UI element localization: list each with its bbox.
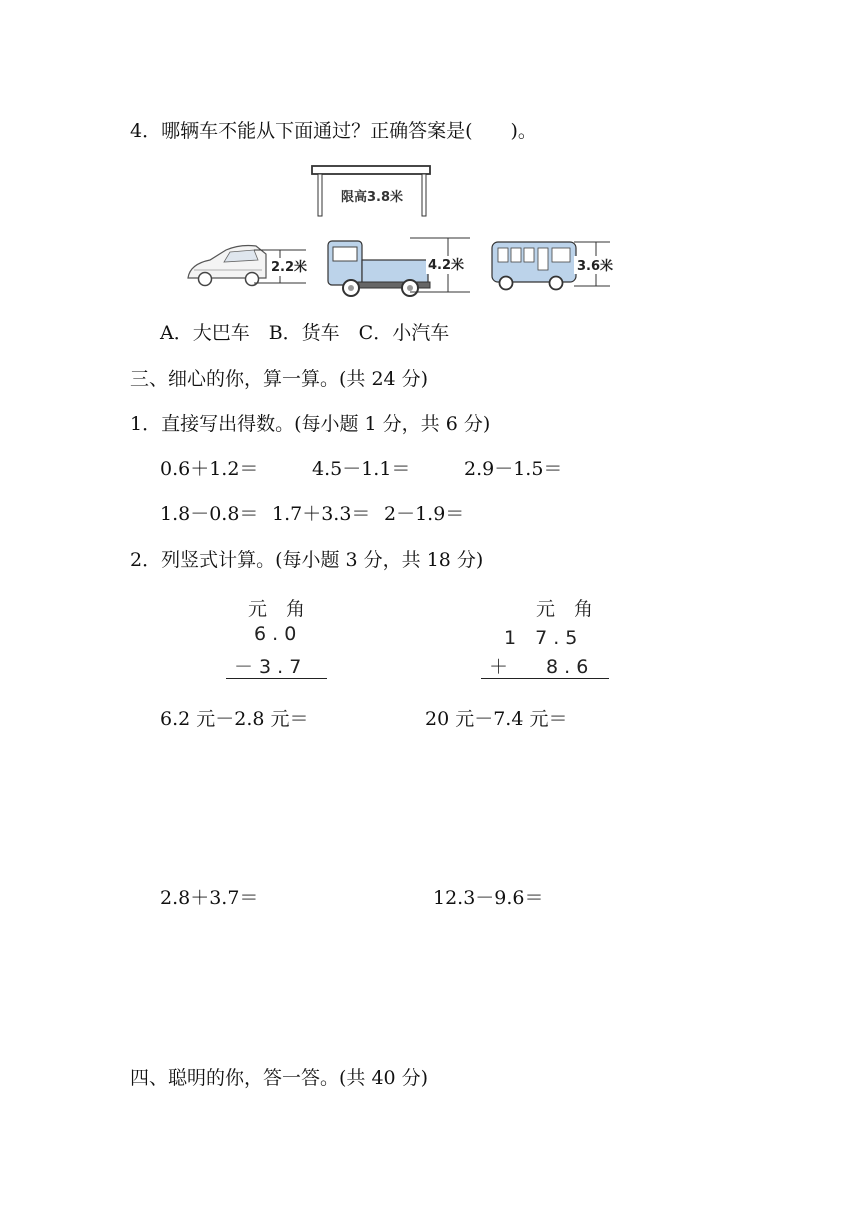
vehicles-illustration <box>0 150 860 450</box>
bus-height-marker <box>574 242 616 286</box>
part-2-title: 2．列竖式计算。(每小题 3 分，共 18 分) <box>130 549 484 571</box>
question-4-text: 4．哪辆车不能从下面通过？正确答案是( )。 <box>130 120 537 142</box>
section-3-heading: 三、细心的你，算一算。(共 24 分) <box>130 368 429 390</box>
vertical-calc-item: 2.8＋3.7＝ <box>160 887 259 909</box>
bus-height-label: 3.6米 <box>576 259 614 274</box>
vertical-calc-item: 20 元－7.4 元＝ <box>425 708 568 730</box>
section-4-heading: 四、聪明的你，答一答。(共 40 分) <box>130 1067 429 1089</box>
sign-text: 限高3.8米 <box>340 190 404 205</box>
car-icon <box>188 246 266 286</box>
calc-rule <box>226 678 327 679</box>
bus-icon <box>492 242 576 290</box>
calc-item: 2.9－1.5＝ <box>464 458 563 480</box>
top-number: 1 7 . 5 <box>504 627 578 649</box>
top-number: 6 . 0 <box>254 623 297 645</box>
calc-item: 1.7＋3.3＝ <box>272 503 371 525</box>
unit-labels: 元 角 <box>536 598 594 620</box>
car-height-label: 2.2米 <box>270 260 308 275</box>
vertical-calc-item: 12.3－9.6＝ <box>433 887 544 909</box>
bottom-number: ＋ 8 . 6 <box>489 656 589 678</box>
calc-item: 4.5－1.1＝ <box>312 458 411 480</box>
unit-labels: 元 角 <box>248 598 306 620</box>
vertical-calc-item: 6.2 元－2.8 元＝ <box>160 708 309 730</box>
part-1-title: 1．直接写出得数。(每小题 1 分，共 6 分) <box>130 413 491 435</box>
calc-item: 2－1.9＝ <box>384 503 465 525</box>
height-limit-sign <box>312 166 430 216</box>
bottom-number: － 3 . 7 <box>234 656 302 678</box>
calc-item: 0.6＋1.2＝ <box>160 458 259 480</box>
calc-item: 1.8－0.8＝ <box>160 503 259 525</box>
truck-icon <box>328 241 430 296</box>
question-4-options: A．大巴车 B．货车 C．小汽车 <box>160 322 450 344</box>
truck-height-label: 4.2米 <box>427 258 465 273</box>
calc-rule <box>481 678 609 679</box>
